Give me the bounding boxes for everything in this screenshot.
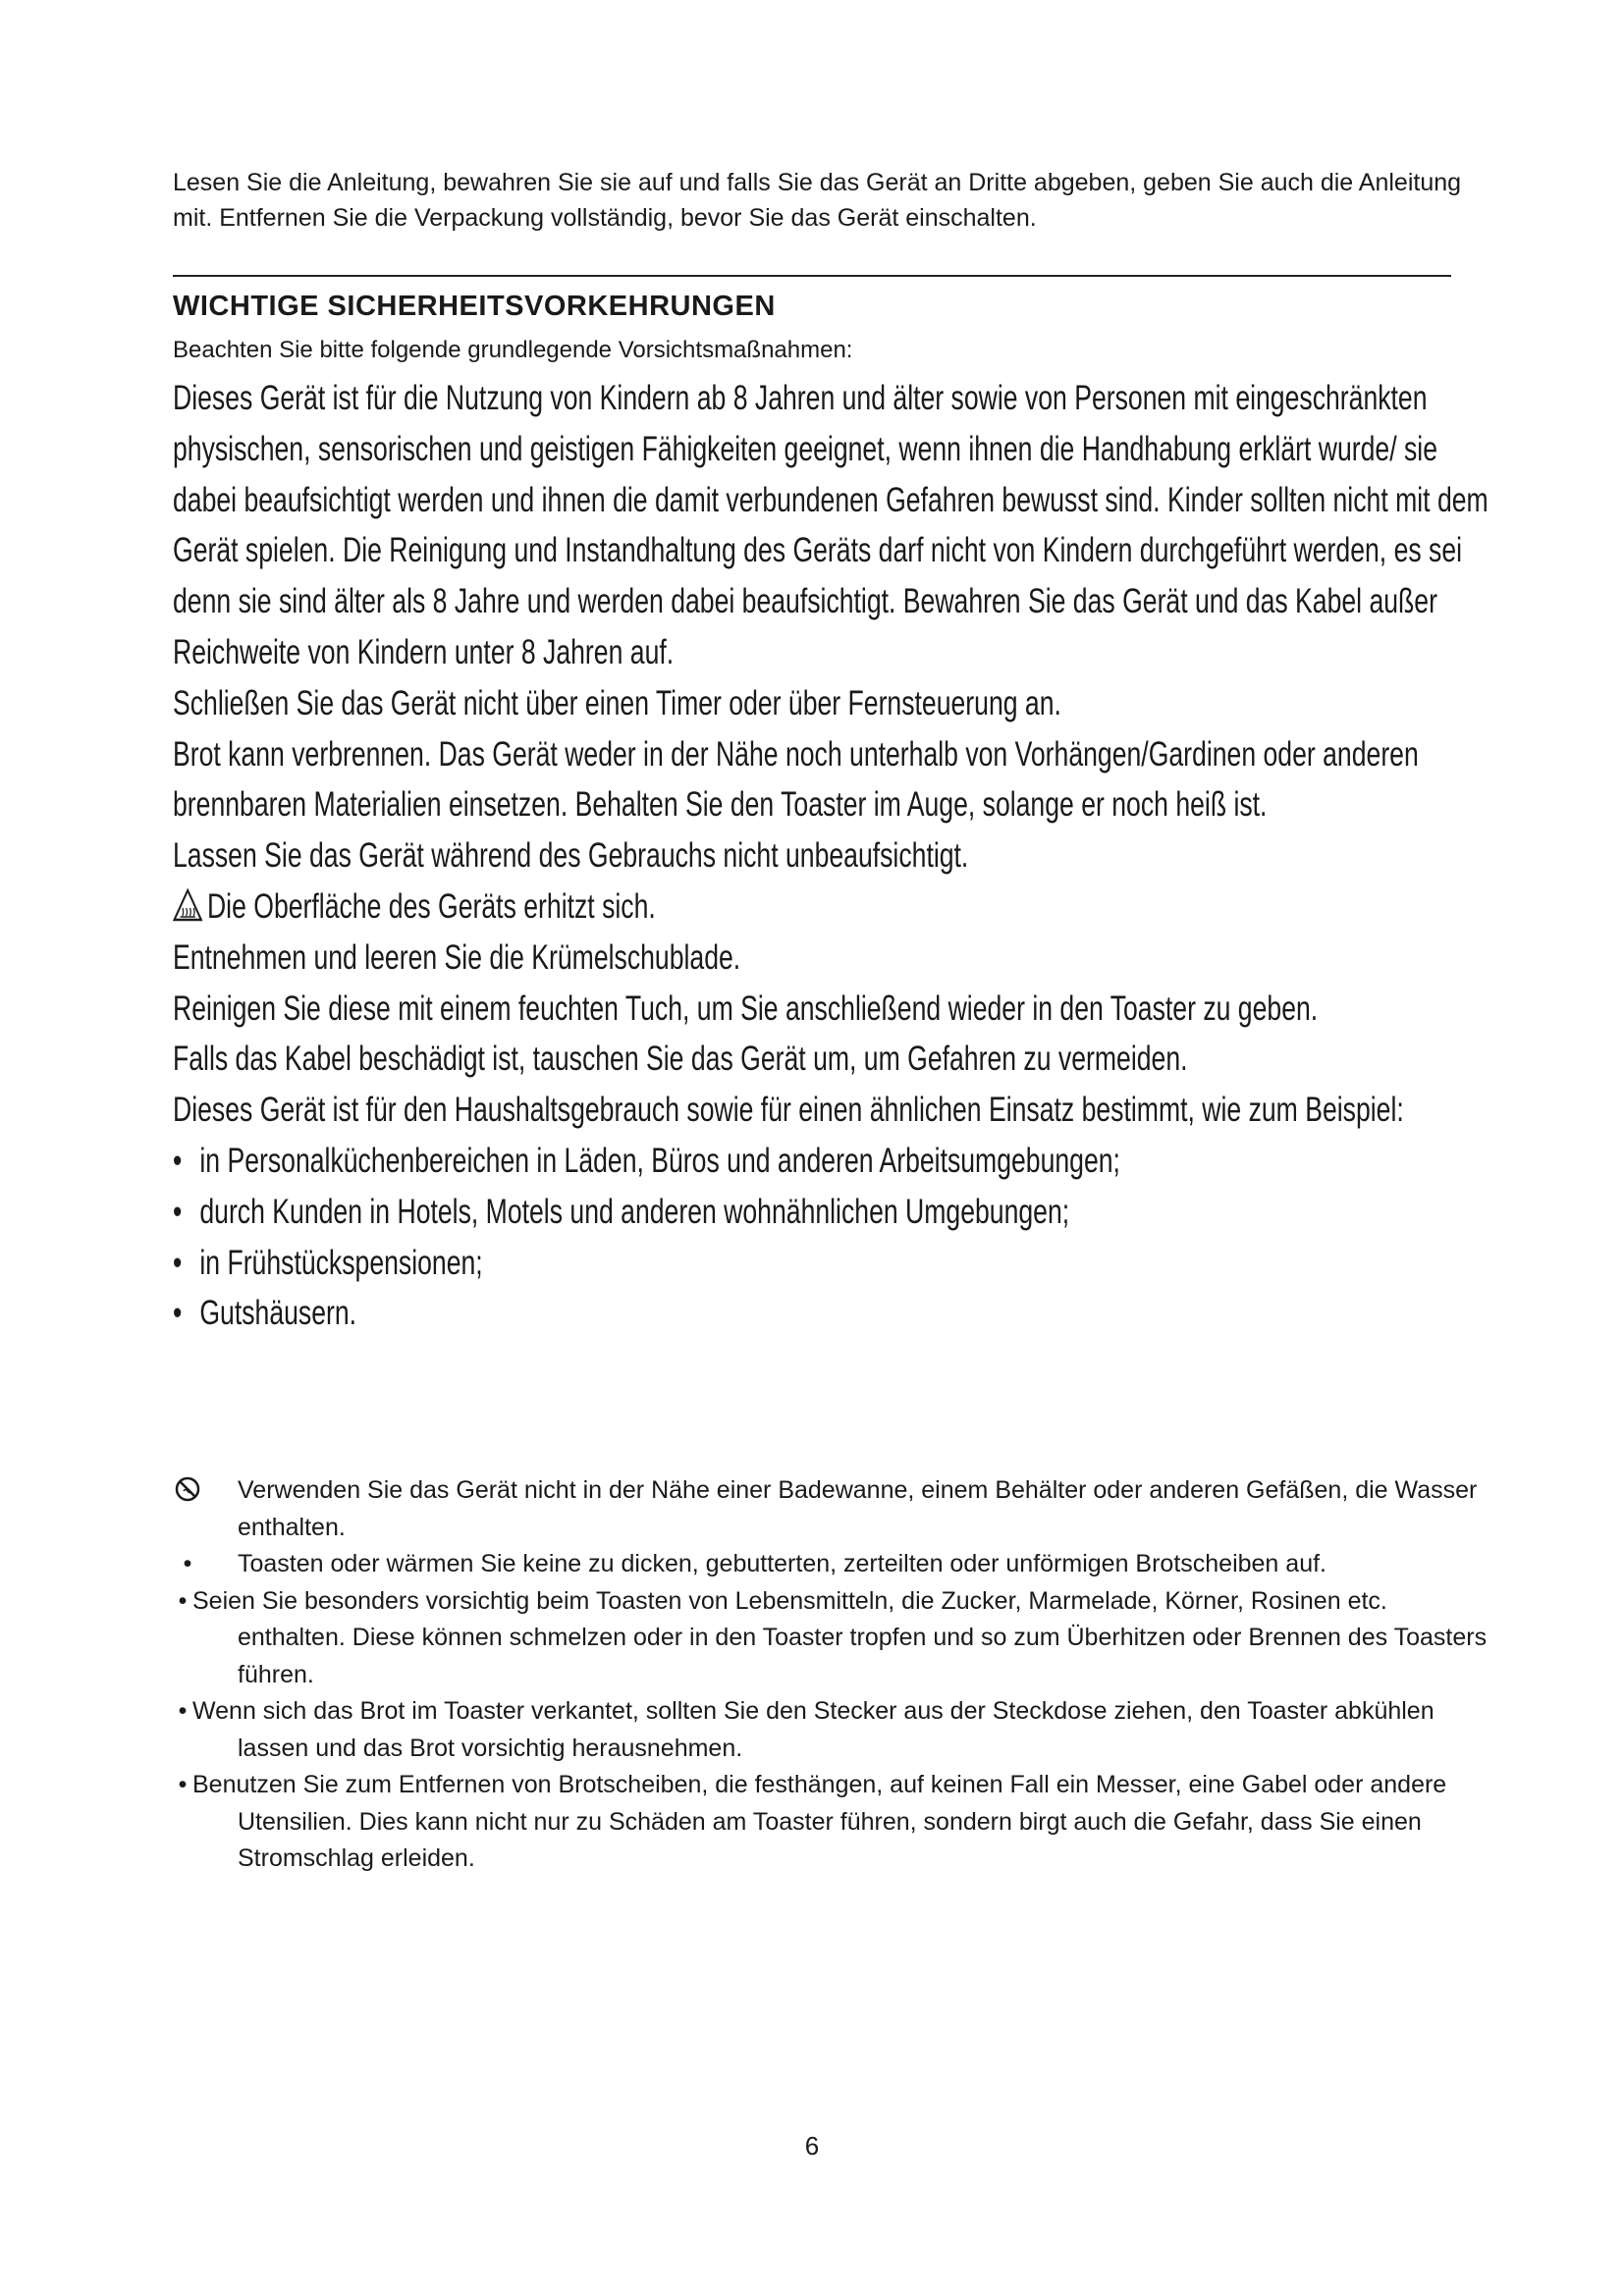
no-water-icon xyxy=(173,1472,202,1510)
warning-item-thick-slices: • Toasten oder wärmen Sie keine zu dicken, gebutterten, zerteilten oder unförmigen Brotscheiben auf. xyxy=(173,1546,1489,1583)
warning-item-jammed-bread: • Wenn sich das Brot im Toaster verkantet, sollten Sie den Stecker aus der Steckdose ziehen, den Toaster abkühlen lassen und das Brot vorsichtig herausnehmen. xyxy=(173,1693,1489,1767)
paragraph-children: Dieses Gerät ist für die Nutzung von Kindern ab 8 Jahren und älter sowie von Personen mit eingeschränkten physischen, sensorischen und geistigen Fähigkeiten geeignet, wenn ihnen die Handhabung erklärt wurde/ sie dabei beaufsichtigt werden und ihnen die damit verbundenen Gefahren bewusst sind. Kinder sollten nicht mit dem Gerät spielen. Die Reinigung und Instandhaltung des Geräts darf nicht von Kindern durchgeführt werden, es sei denn sie sind älter als 8 Jahre und werden dabei beaufsichtigt. Bewahren Sie das Gerät und das Kabel außer Reichweite von Kindern unter 8 Jahren auf. xyxy=(173,379,1489,671)
bullet: • xyxy=(178,1586,188,1615)
bullet: • xyxy=(173,1192,183,1231)
paragraph-clean: Reinigen Sie diese mit einem feuchten Tuch, um Sie anschließend wieder in den Toaster zu geben. xyxy=(173,988,1319,1028)
warning-item-sugar: • Seien Sie besonders vorsichtig beim Toasten von Lebensmitteln, die Zucker, Marmelade, Körner, Rosinen etc. enthalten. Diese können schmelzen oder in den Toaster tropfen und so zum Überhitzen oder Brennen des Toasters führen. xyxy=(173,1583,1489,1694)
bullet: • xyxy=(173,1243,183,1282)
usage-list-item: • in Personalküchenbereichen in Läden, Büros und anderen Arbeitsumgebungen; xyxy=(173,1136,1489,1187)
warning-item-water: Verwenden Sie das Gerät nicht in der Nähe einer Badewanne, einem Behälter oder anderen Gefäßen, die Wasser enthalten. xyxy=(173,1472,1489,1546)
intro-text: Lesen Sie die Anleitung, bewahren Sie sie auf und falls Sie das Gerät an Dritte abgeben, geben Sie auch die Anleitung mit. Entfernen Sie die Verpackung vollständig, bevor Sie das Gerät einschalten. xyxy=(173,169,1462,232)
paragraph-supervise: Lassen Sie das Gerät während des Gebrauchs nicht unbeaufsichtigt. xyxy=(173,836,969,876)
bullet: • xyxy=(178,1697,188,1725)
page-number: 6 xyxy=(804,2131,820,2161)
section-heading: WICHTIGE SICHERHEITSVORKEHRUNGEN xyxy=(173,291,776,322)
bullet: • xyxy=(178,1771,188,1798)
bullet: • xyxy=(183,1550,192,1577)
paragraph-timer: Schließen Sie das Gerät nicht über einen Timer oder über Fernsteuerung an. xyxy=(173,683,1061,722)
usage-list-item: • Gutshäusern. xyxy=(173,1288,1489,1339)
paragraph-cable: Falls das Kabel beschädigt ist, tauschen Sie das Gerät um, um Gefahren zu vermeiden. xyxy=(173,1040,1188,1079)
paragraph-crumb-tray: Entnehmen und leeren Sie die Krümelschublade. xyxy=(173,937,741,977)
warning-list xyxy=(173,1472,1489,1878)
paragraph-hot-surface xyxy=(173,881,1489,933)
usage-list-item: • in Frühstückspensionen; xyxy=(173,1238,1489,1289)
usage-list-item: • durch Kunden in Hotels, Motels und anderen wohnähnlichen Umgebungen; xyxy=(173,1187,1489,1238)
safety-instructions xyxy=(173,373,1489,1339)
bullet: • xyxy=(173,1294,183,1333)
hot-surface-warning-icon xyxy=(173,885,202,919)
bullet: • xyxy=(173,1141,183,1180)
paragraph-bread-burn: Brot kann verbrennen. Das Gerät weder in der Nähe noch unterhalb von Vorhängen/Gardinen oder anderen brennbaren Materialien einsetzen. Behalten Sie den Toaster im Auge, solange er noch heiß ist. xyxy=(173,734,1419,825)
paragraph-household: Dieses Gerät ist für den Haushaltsgebrauch sowie für einen ähnlichen Einsatz bestimmt, wie zum Beispiel: xyxy=(173,1091,1404,1130)
section-subtitle: Beachten Sie bitte folgende grundlegende Vorsichtsmaßnahmen: xyxy=(173,337,853,363)
section-divider xyxy=(173,275,1451,277)
warning-item-no-knife: • Benutzen Sie zum Entfernen von Brotscheiben, die festhängen, auf keinen Fall ein Messer, eine Gabel oder andere Utensilien. Dies kann nicht nur zu Schäden am Toaster führen, sondern birgt auch die Gefahr, dass Sie einen Stromschlag erleiden. xyxy=(173,1767,1489,1878)
hot-surface-text: Die Oberfläche des Geräts erhitzt sich. xyxy=(206,886,656,926)
